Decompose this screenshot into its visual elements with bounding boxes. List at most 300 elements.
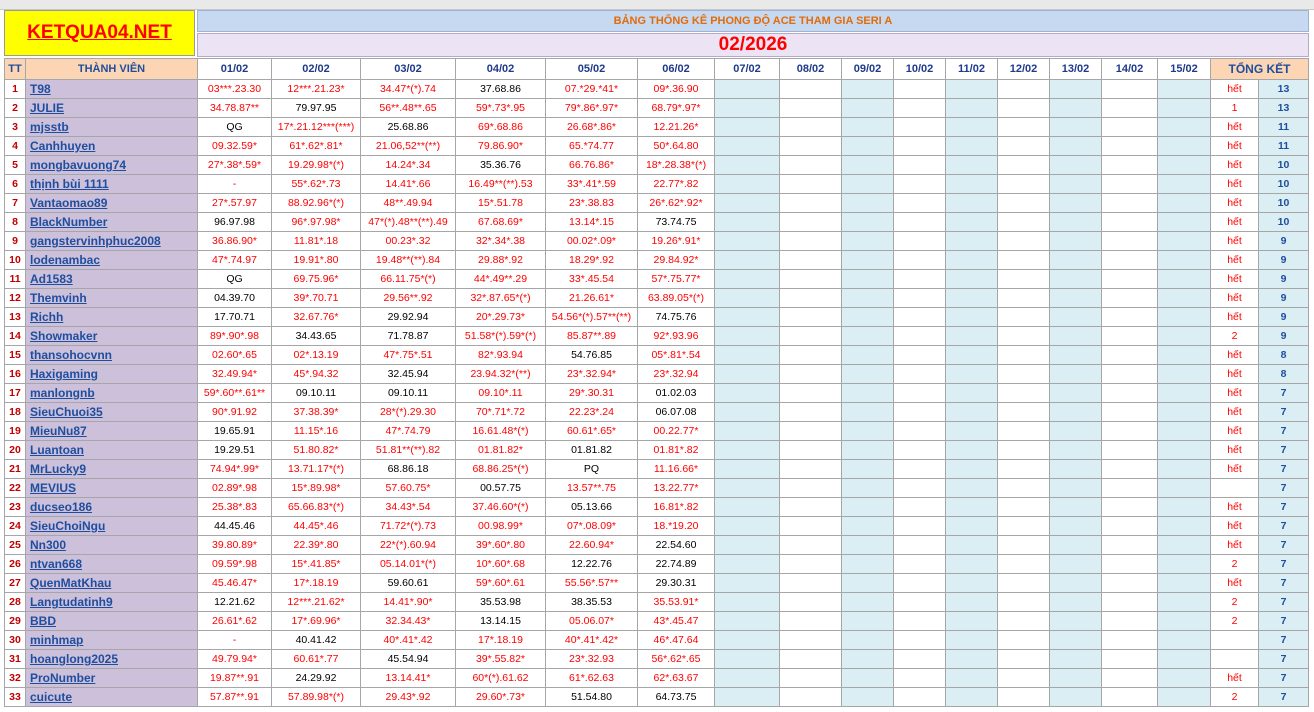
day-result-cell[interactable]: 39*.55.82* — [456, 650, 546, 669]
day-empty-cell[interactable] — [842, 213, 894, 232]
day-empty-cell[interactable] — [946, 669, 998, 688]
day-empty-cell[interactable] — [842, 403, 894, 422]
day-empty-cell[interactable] — [715, 232, 780, 251]
day-empty-cell[interactable] — [946, 346, 998, 365]
day-result-cell[interactable]: 13.22.77* — [638, 479, 715, 498]
day-empty-cell[interactable] — [715, 118, 780, 137]
day-empty-cell[interactable] — [1102, 175, 1158, 194]
member-link[interactable]: SieuChuoi35 — [30, 405, 103, 419]
member-link[interactable]: SieuChoiNgu — [30, 519, 106, 533]
day-empty-cell[interactable] — [780, 327, 842, 346]
day-result-cell[interactable]: 56*.62*.65 — [638, 650, 715, 669]
day-result-cell[interactable]: 26.61*.62 — [198, 612, 272, 631]
day-result-cell[interactable]: 47*.74.97 — [198, 251, 272, 270]
day-empty-cell[interactable] — [842, 555, 894, 574]
day-empty-cell[interactable] — [946, 175, 998, 194]
day-empty-cell[interactable] — [1158, 650, 1211, 669]
day-empty-cell[interactable] — [780, 270, 842, 289]
day-result-cell[interactable]: 05*.81*.54 — [638, 346, 715, 365]
day-empty-cell[interactable] — [1158, 194, 1211, 213]
day-result-cell[interactable]: 34.43.65 — [272, 327, 361, 346]
day-empty-cell[interactable] — [946, 422, 998, 441]
day-empty-cell[interactable] — [715, 574, 780, 593]
day-empty-cell[interactable] — [780, 479, 842, 498]
day-empty-cell[interactable] — [1050, 555, 1102, 574]
day-result-cell[interactable]: 74.94*.99* — [198, 460, 272, 479]
day-empty-cell[interactable] — [715, 479, 780, 498]
day-result-cell[interactable]: 88.92.96*(*) — [272, 194, 361, 213]
day-empty-cell[interactable] — [1102, 232, 1158, 251]
day-empty-cell[interactable] — [998, 99, 1050, 118]
day-empty-cell[interactable] — [1102, 137, 1158, 156]
day-result-cell[interactable]: 25.38*.83 — [198, 498, 272, 517]
day-empty-cell[interactable] — [998, 688, 1050, 707]
day-empty-cell[interactable] — [998, 669, 1050, 688]
day-empty-cell[interactable] — [1158, 156, 1211, 175]
site-logo[interactable] — [4, 10, 195, 56]
day-empty-cell[interactable] — [1050, 118, 1102, 137]
day-empty-cell[interactable] — [946, 593, 998, 612]
day-empty-cell[interactable] — [1050, 232, 1102, 251]
day-empty-cell[interactable] — [1050, 346, 1102, 365]
day-result-cell[interactable]: - — [198, 631, 272, 650]
day-empty-cell[interactable] — [946, 137, 998, 156]
day-result-cell[interactable]: 14.41*.90* — [361, 593, 456, 612]
day-empty-cell[interactable] — [946, 498, 998, 517]
day-result-cell[interactable]: 29.43*.92 — [361, 688, 456, 707]
day-result-cell[interactable]: 27*.38*.59* — [198, 156, 272, 175]
day-empty-cell[interactable] — [780, 555, 842, 574]
member-link[interactable]: ducseo186 — [30, 500, 93, 514]
member-link[interactable]: manlongnb — [30, 386, 95, 400]
day-result-cell[interactable]: 12***.21.62* — [272, 593, 361, 612]
member-link[interactable]: Vantaomao89 — [30, 196, 108, 210]
day-empty-cell[interactable] — [894, 422, 946, 441]
day-empty-cell[interactable] — [842, 574, 894, 593]
day-empty-cell[interactable] — [1102, 384, 1158, 403]
member-link[interactable]: cuicute — [30, 690, 73, 704]
day-result-cell[interactable]: 01.81*.82 — [638, 441, 715, 460]
day-result-cell[interactable]: 13.57**.75 — [546, 479, 638, 498]
day-empty-cell[interactable] — [998, 422, 1050, 441]
day-result-cell[interactable]: 59*.60**.61** — [198, 384, 272, 403]
day-empty-cell[interactable] — [780, 422, 842, 441]
day-result-cell[interactable]: 47*(*).48**(**).49 — [361, 213, 456, 232]
day-empty-cell[interactable] — [1102, 612, 1158, 631]
day-empty-cell[interactable] — [998, 517, 1050, 536]
day-empty-cell[interactable] — [1050, 365, 1102, 384]
day-result-cell[interactable]: 39.80.89* — [198, 536, 272, 555]
day-empty-cell[interactable] — [1102, 650, 1158, 669]
member-link[interactable]: mjsstb — [30, 120, 69, 134]
day-empty-cell[interactable] — [1102, 593, 1158, 612]
day-empty-cell[interactable] — [1158, 403, 1211, 422]
day-empty-cell[interactable] — [1158, 688, 1211, 707]
day-result-cell[interactable]: 19.26*.91* — [638, 232, 715, 251]
day-empty-cell[interactable] — [894, 213, 946, 232]
day-result-cell[interactable]: 05.13.66 — [546, 498, 638, 517]
day-empty-cell[interactable] — [998, 194, 1050, 213]
day-result-cell[interactable]: 54.76.85 — [546, 346, 638, 365]
member-link[interactable]: lodenambac — [30, 253, 101, 267]
day-result-cell[interactable]: 22.60.94* — [546, 536, 638, 555]
day-empty-cell[interactable] — [715, 327, 780, 346]
day-empty-cell[interactable] — [1102, 688, 1158, 707]
day-result-cell[interactable]: 29.30.31 — [638, 574, 715, 593]
day-empty-cell[interactable] — [1102, 631, 1158, 650]
day-empty-cell[interactable] — [894, 99, 946, 118]
day-empty-cell[interactable] — [1158, 289, 1211, 308]
day-result-cell[interactable]: 21.06,52**(**) — [361, 137, 456, 156]
day-result-cell[interactable]: 10*.60*.68 — [456, 555, 546, 574]
day-empty-cell[interactable] — [842, 688, 894, 707]
day-empty-cell[interactable] — [1050, 156, 1102, 175]
day-empty-cell[interactable] — [1102, 403, 1158, 422]
day-empty-cell[interactable] — [780, 194, 842, 213]
day-empty-cell[interactable] — [894, 631, 946, 650]
day-result-cell[interactable]: 06.07.08 — [638, 403, 715, 422]
day-result-cell[interactable]: 26*.62*.92* — [638, 194, 715, 213]
day-result-cell[interactable]: 09.10*.11 — [456, 384, 546, 403]
day-result-cell[interactable]: 71.78.87 — [361, 327, 456, 346]
day-result-cell[interactable]: 39*.60*.80 — [456, 536, 546, 555]
day-empty-cell[interactable] — [780, 460, 842, 479]
day-empty-cell[interactable] — [715, 175, 780, 194]
day-empty-cell[interactable] — [1158, 669, 1211, 688]
day-result-cell[interactable]: 49.79.94* — [198, 650, 272, 669]
day-empty-cell[interactable] — [842, 156, 894, 175]
day-result-cell[interactable]: 43*.45.47 — [638, 612, 715, 631]
day-empty-cell[interactable] — [780, 213, 842, 232]
day-empty-cell[interactable] — [894, 308, 946, 327]
day-result-cell[interactable]: 32*.87.65*(*) — [456, 289, 546, 308]
day-result-cell[interactable]: 37.38.39* — [272, 403, 361, 422]
day-result-cell[interactable]: 22.77*.82 — [638, 175, 715, 194]
day-result-cell[interactable]: 60*(*).61.62 — [456, 669, 546, 688]
day-result-cell[interactable]: 63.89.05*(*) — [638, 289, 715, 308]
day-result-cell[interactable]: 35.53.98 — [456, 593, 546, 612]
day-result-cell[interactable]: 29.60*.73* — [456, 688, 546, 707]
member-link[interactable]: thịnh bùi 1111 — [30, 177, 109, 191]
day-empty-cell[interactable] — [1102, 669, 1158, 688]
day-result-cell[interactable]: 14.41*.66 — [361, 175, 456, 194]
day-empty-cell[interactable] — [715, 422, 780, 441]
day-result-cell[interactable]: 60.61*.77 — [272, 650, 361, 669]
day-empty-cell[interactable] — [1050, 422, 1102, 441]
day-empty-cell[interactable] — [715, 498, 780, 517]
day-empty-cell[interactable] — [1158, 384, 1211, 403]
day-result-cell[interactable]: 37.46.60*(*) — [456, 498, 546, 517]
day-empty-cell[interactable] — [780, 346, 842, 365]
day-empty-cell[interactable] — [842, 327, 894, 346]
day-empty-cell[interactable] — [946, 365, 998, 384]
day-result-cell[interactable]: 29*.30.31 — [546, 384, 638, 403]
member-link[interactable]: Haxigaming — [30, 367, 99, 381]
day-result-cell[interactable]: 14.24*.34 — [361, 156, 456, 175]
day-empty-cell[interactable] — [1050, 536, 1102, 555]
day-empty-cell[interactable] — [946, 232, 998, 251]
day-empty-cell[interactable] — [1158, 612, 1211, 631]
day-empty-cell[interactable] — [946, 650, 998, 669]
day-empty-cell[interactable] — [842, 479, 894, 498]
day-empty-cell[interactable] — [998, 498, 1050, 517]
day-result-cell[interactable]: - — [198, 175, 272, 194]
day-empty-cell[interactable] — [946, 80, 998, 99]
day-empty-cell[interactable] — [998, 403, 1050, 422]
member-link[interactable]: ProNumber — [30, 671, 96, 685]
day-empty-cell[interactable] — [998, 289, 1050, 308]
day-result-cell[interactable]: 69*.68.86 — [456, 118, 546, 137]
day-result-cell[interactable]: 18.29*.92 — [546, 251, 638, 270]
day-result-cell[interactable]: 19.48**(**).84 — [361, 251, 456, 270]
day-empty-cell[interactable] — [946, 213, 998, 232]
day-empty-cell[interactable] — [1102, 479, 1158, 498]
day-empty-cell[interactable] — [946, 403, 998, 422]
day-empty-cell[interactable] — [894, 517, 946, 536]
day-empty-cell[interactable] — [894, 137, 946, 156]
day-result-cell[interactable]: 96*.97.98* — [272, 213, 361, 232]
day-result-cell[interactable]: 02.89*.98 — [198, 479, 272, 498]
day-empty-cell[interactable] — [1050, 574, 1102, 593]
day-empty-cell[interactable] — [946, 631, 998, 650]
day-result-cell[interactable]: 79.86.90* — [456, 137, 546, 156]
day-empty-cell[interactable] — [894, 555, 946, 574]
day-empty-cell[interactable] — [998, 460, 1050, 479]
day-result-cell[interactable]: 73.74.75 — [638, 213, 715, 232]
day-empty-cell[interactable] — [946, 688, 998, 707]
day-result-cell[interactable]: 05.06.07* — [546, 612, 638, 631]
day-empty-cell[interactable] — [894, 479, 946, 498]
day-empty-cell[interactable] — [1158, 365, 1211, 384]
day-empty-cell[interactable] — [894, 327, 946, 346]
day-empty-cell[interactable] — [1158, 346, 1211, 365]
day-result-cell[interactable]: 18.*19.20 — [638, 517, 715, 536]
day-result-cell[interactable]: 02*.13.19 — [272, 346, 361, 365]
day-result-cell[interactable]: 32.45.94 — [361, 365, 456, 384]
day-result-cell[interactable]: 12.21.26* — [638, 118, 715, 137]
day-empty-cell[interactable] — [715, 308, 780, 327]
day-result-cell[interactable]: 01.02.03 — [638, 384, 715, 403]
day-empty-cell[interactable] — [1050, 384, 1102, 403]
day-empty-cell[interactable] — [842, 593, 894, 612]
day-empty-cell[interactable] — [1050, 460, 1102, 479]
day-result-cell[interactable]: 15*.51.78 — [456, 194, 546, 213]
day-empty-cell[interactable] — [780, 536, 842, 555]
day-empty-cell[interactable] — [1050, 498, 1102, 517]
day-empty-cell[interactable] — [1158, 137, 1211, 156]
day-empty-cell[interactable] — [1158, 308, 1211, 327]
day-empty-cell[interactable] — [715, 536, 780, 555]
day-empty-cell[interactable] — [842, 422, 894, 441]
day-empty-cell[interactable] — [780, 308, 842, 327]
day-empty-cell[interactable] — [780, 669, 842, 688]
member-link[interactable]: Showmaker — [30, 329, 98, 343]
day-result-cell[interactable]: 29.92.94 — [361, 308, 456, 327]
member-link[interactable]: Ad1583 — [30, 272, 73, 286]
day-empty-cell[interactable] — [1102, 270, 1158, 289]
day-empty-cell[interactable] — [780, 156, 842, 175]
day-empty-cell[interactable] — [780, 137, 842, 156]
day-empty-cell[interactable] — [1050, 308, 1102, 327]
day-result-cell[interactable]: 22.74.89 — [638, 555, 715, 574]
day-result-cell[interactable]: 02.60*.65 — [198, 346, 272, 365]
day-empty-cell[interactable] — [1102, 327, 1158, 346]
day-empty-cell[interactable] — [998, 631, 1050, 650]
day-empty-cell[interactable] — [894, 365, 946, 384]
day-empty-cell[interactable] — [946, 308, 998, 327]
day-empty-cell[interactable] — [1158, 80, 1211, 99]
day-result-cell[interactable]: 67.68.69* — [456, 213, 546, 232]
day-empty-cell[interactable] — [894, 593, 946, 612]
member-link[interactable]: Nn300 — [30, 538, 67, 552]
day-empty-cell[interactable] — [1102, 365, 1158, 384]
day-result-cell[interactable]: 17*.21.12***(***) — [272, 118, 361, 137]
day-empty-cell[interactable] — [715, 137, 780, 156]
day-result-cell[interactable]: 09.59*.98 — [198, 555, 272, 574]
day-result-cell[interactable]: 28*(*).29.30 — [361, 403, 456, 422]
day-result-cell[interactable]: 22*(*).60.94 — [361, 536, 456, 555]
day-empty-cell[interactable] — [780, 688, 842, 707]
member-link[interactable]: thansohocvnn — [30, 348, 113, 362]
day-empty-cell[interactable] — [715, 80, 780, 99]
day-empty-cell[interactable] — [998, 441, 1050, 460]
day-empty-cell[interactable] — [946, 536, 998, 555]
day-result-cell[interactable]: 03***.23.30 — [198, 80, 272, 99]
day-empty-cell[interactable] — [998, 270, 1050, 289]
day-empty-cell[interactable] — [1158, 213, 1211, 232]
day-empty-cell[interactable] — [1102, 194, 1158, 213]
day-empty-cell[interactable] — [946, 479, 998, 498]
day-result-cell[interactable]: 96.97.98 — [198, 213, 272, 232]
day-empty-cell[interactable] — [842, 517, 894, 536]
day-empty-cell[interactable] — [894, 232, 946, 251]
day-result-cell[interactable]: 51.80.82* — [272, 441, 361, 460]
site-logo-text[interactable]: KETQUA04.NET — [27, 22, 172, 43]
day-result-cell[interactable]: 45.46.47* — [198, 574, 272, 593]
day-empty-cell[interactable] — [1158, 498, 1211, 517]
day-empty-cell[interactable] — [894, 118, 946, 137]
day-empty-cell[interactable] — [894, 346, 946, 365]
day-empty-cell[interactable] — [998, 479, 1050, 498]
day-result-cell[interactable]: 13.14*.15 — [546, 213, 638, 232]
day-empty-cell[interactable] — [998, 308, 1050, 327]
day-empty-cell[interactable] — [1158, 270, 1211, 289]
day-empty-cell[interactable] — [894, 688, 946, 707]
day-result-cell[interactable]: 29.56**.92 — [361, 289, 456, 308]
day-empty-cell[interactable] — [946, 441, 998, 460]
day-result-cell[interactable]: 74.75.76 — [638, 308, 715, 327]
day-empty-cell[interactable] — [1050, 289, 1102, 308]
day-result-cell[interactable]: 65.66.83*(*) — [272, 498, 361, 517]
day-empty-cell[interactable] — [1050, 99, 1102, 118]
day-empty-cell[interactable] — [780, 403, 842, 422]
day-empty-cell[interactable] — [946, 612, 998, 631]
day-empty-cell[interactable] — [1158, 479, 1211, 498]
member-link[interactable]: T98 — [30, 82, 51, 96]
day-result-cell[interactable]: 19.87**.91 — [198, 669, 272, 688]
day-empty-cell[interactable] — [715, 403, 780, 422]
day-result-cell[interactable]: QG — [198, 270, 272, 289]
day-empty-cell[interactable] — [1158, 99, 1211, 118]
day-empty-cell[interactable] — [715, 517, 780, 536]
day-empty-cell[interactable] — [780, 232, 842, 251]
day-empty-cell[interactable] — [780, 175, 842, 194]
member-link[interactable]: MrLucky9 — [30, 462, 87, 476]
day-empty-cell[interactable] — [842, 460, 894, 479]
day-result-cell[interactable]: 34.78.87** — [198, 99, 272, 118]
day-empty-cell[interactable] — [842, 612, 894, 631]
day-empty-cell[interactable] — [998, 650, 1050, 669]
day-empty-cell[interactable] — [715, 612, 780, 631]
day-empty-cell[interactable] — [780, 441, 842, 460]
day-result-cell[interactable]: 17*.18.19 — [272, 574, 361, 593]
day-empty-cell[interactable] — [1158, 574, 1211, 593]
day-empty-cell[interactable] — [1102, 536, 1158, 555]
day-empty-cell[interactable] — [1102, 422, 1158, 441]
member-link[interactable]: gangstervinhphuc2008 — [30, 234, 161, 248]
day-result-cell[interactable]: 12***.21.23* — [272, 80, 361, 99]
day-empty-cell[interactable] — [842, 80, 894, 99]
day-empty-cell[interactable] — [842, 669, 894, 688]
day-empty-cell[interactable] — [1102, 308, 1158, 327]
day-result-cell[interactable]: 57.89.98*(*) — [272, 688, 361, 707]
day-empty-cell[interactable] — [842, 289, 894, 308]
day-empty-cell[interactable] — [998, 612, 1050, 631]
day-empty-cell[interactable] — [894, 498, 946, 517]
day-result-cell[interactable]: 12.22.76 — [546, 555, 638, 574]
day-empty-cell[interactable] — [894, 460, 946, 479]
day-result-cell[interactable]: 16.61.48*(*) — [456, 422, 546, 441]
day-empty-cell[interactable] — [894, 403, 946, 422]
day-result-cell[interactable]: 13.71.17*(*) — [272, 460, 361, 479]
day-result-cell[interactable]: QG — [198, 118, 272, 137]
day-empty-cell[interactable] — [842, 650, 894, 669]
day-empty-cell[interactable] — [842, 232, 894, 251]
day-empty-cell[interactable] — [894, 289, 946, 308]
day-empty-cell[interactable] — [1102, 517, 1158, 536]
day-empty-cell[interactable] — [946, 327, 998, 346]
day-empty-cell[interactable] — [1158, 441, 1211, 460]
day-result-cell[interactable]: 82*.93.94 — [456, 346, 546, 365]
day-result-cell[interactable]: 79.97.95 — [272, 99, 361, 118]
day-empty-cell[interactable] — [998, 536, 1050, 555]
day-result-cell[interactable]: 00.57.75 — [456, 479, 546, 498]
day-result-cell[interactable]: 54.56*(*).57**(**) — [546, 308, 638, 327]
day-result-cell[interactable]: 90*.91.92 — [198, 403, 272, 422]
day-empty-cell[interactable] — [1158, 631, 1211, 650]
day-empty-cell[interactable] — [998, 574, 1050, 593]
day-empty-cell[interactable] — [842, 251, 894, 270]
day-result-cell[interactable]: 56**.48**.65 — [361, 99, 456, 118]
day-result-cell[interactable]: 35.36.76 — [456, 156, 546, 175]
day-result-cell[interactable]: 62*.63.67 — [638, 669, 715, 688]
day-result-cell[interactable]: 40*.41*.42* — [546, 631, 638, 650]
day-empty-cell[interactable] — [1050, 194, 1102, 213]
member-link[interactable]: ntvan668 — [30, 557, 83, 571]
day-result-cell[interactable]: 45*.94.32 — [272, 365, 361, 384]
day-empty-cell[interactable] — [1050, 137, 1102, 156]
day-result-cell[interactable]: 68.86.18 — [361, 460, 456, 479]
day-result-cell[interactable]: 66.76.86* — [546, 156, 638, 175]
day-result-cell[interactable]: 22.23*.24 — [546, 403, 638, 422]
day-result-cell[interactable]: 23*.32.94 — [638, 365, 715, 384]
day-empty-cell[interactable] — [946, 194, 998, 213]
day-empty-cell[interactable] — [1158, 593, 1211, 612]
day-empty-cell[interactable] — [998, 137, 1050, 156]
day-empty-cell[interactable] — [780, 593, 842, 612]
day-result-cell[interactable]: 09.10.11 — [272, 384, 361, 403]
day-result-cell[interactable]: 55*.62*.73 — [272, 175, 361, 194]
